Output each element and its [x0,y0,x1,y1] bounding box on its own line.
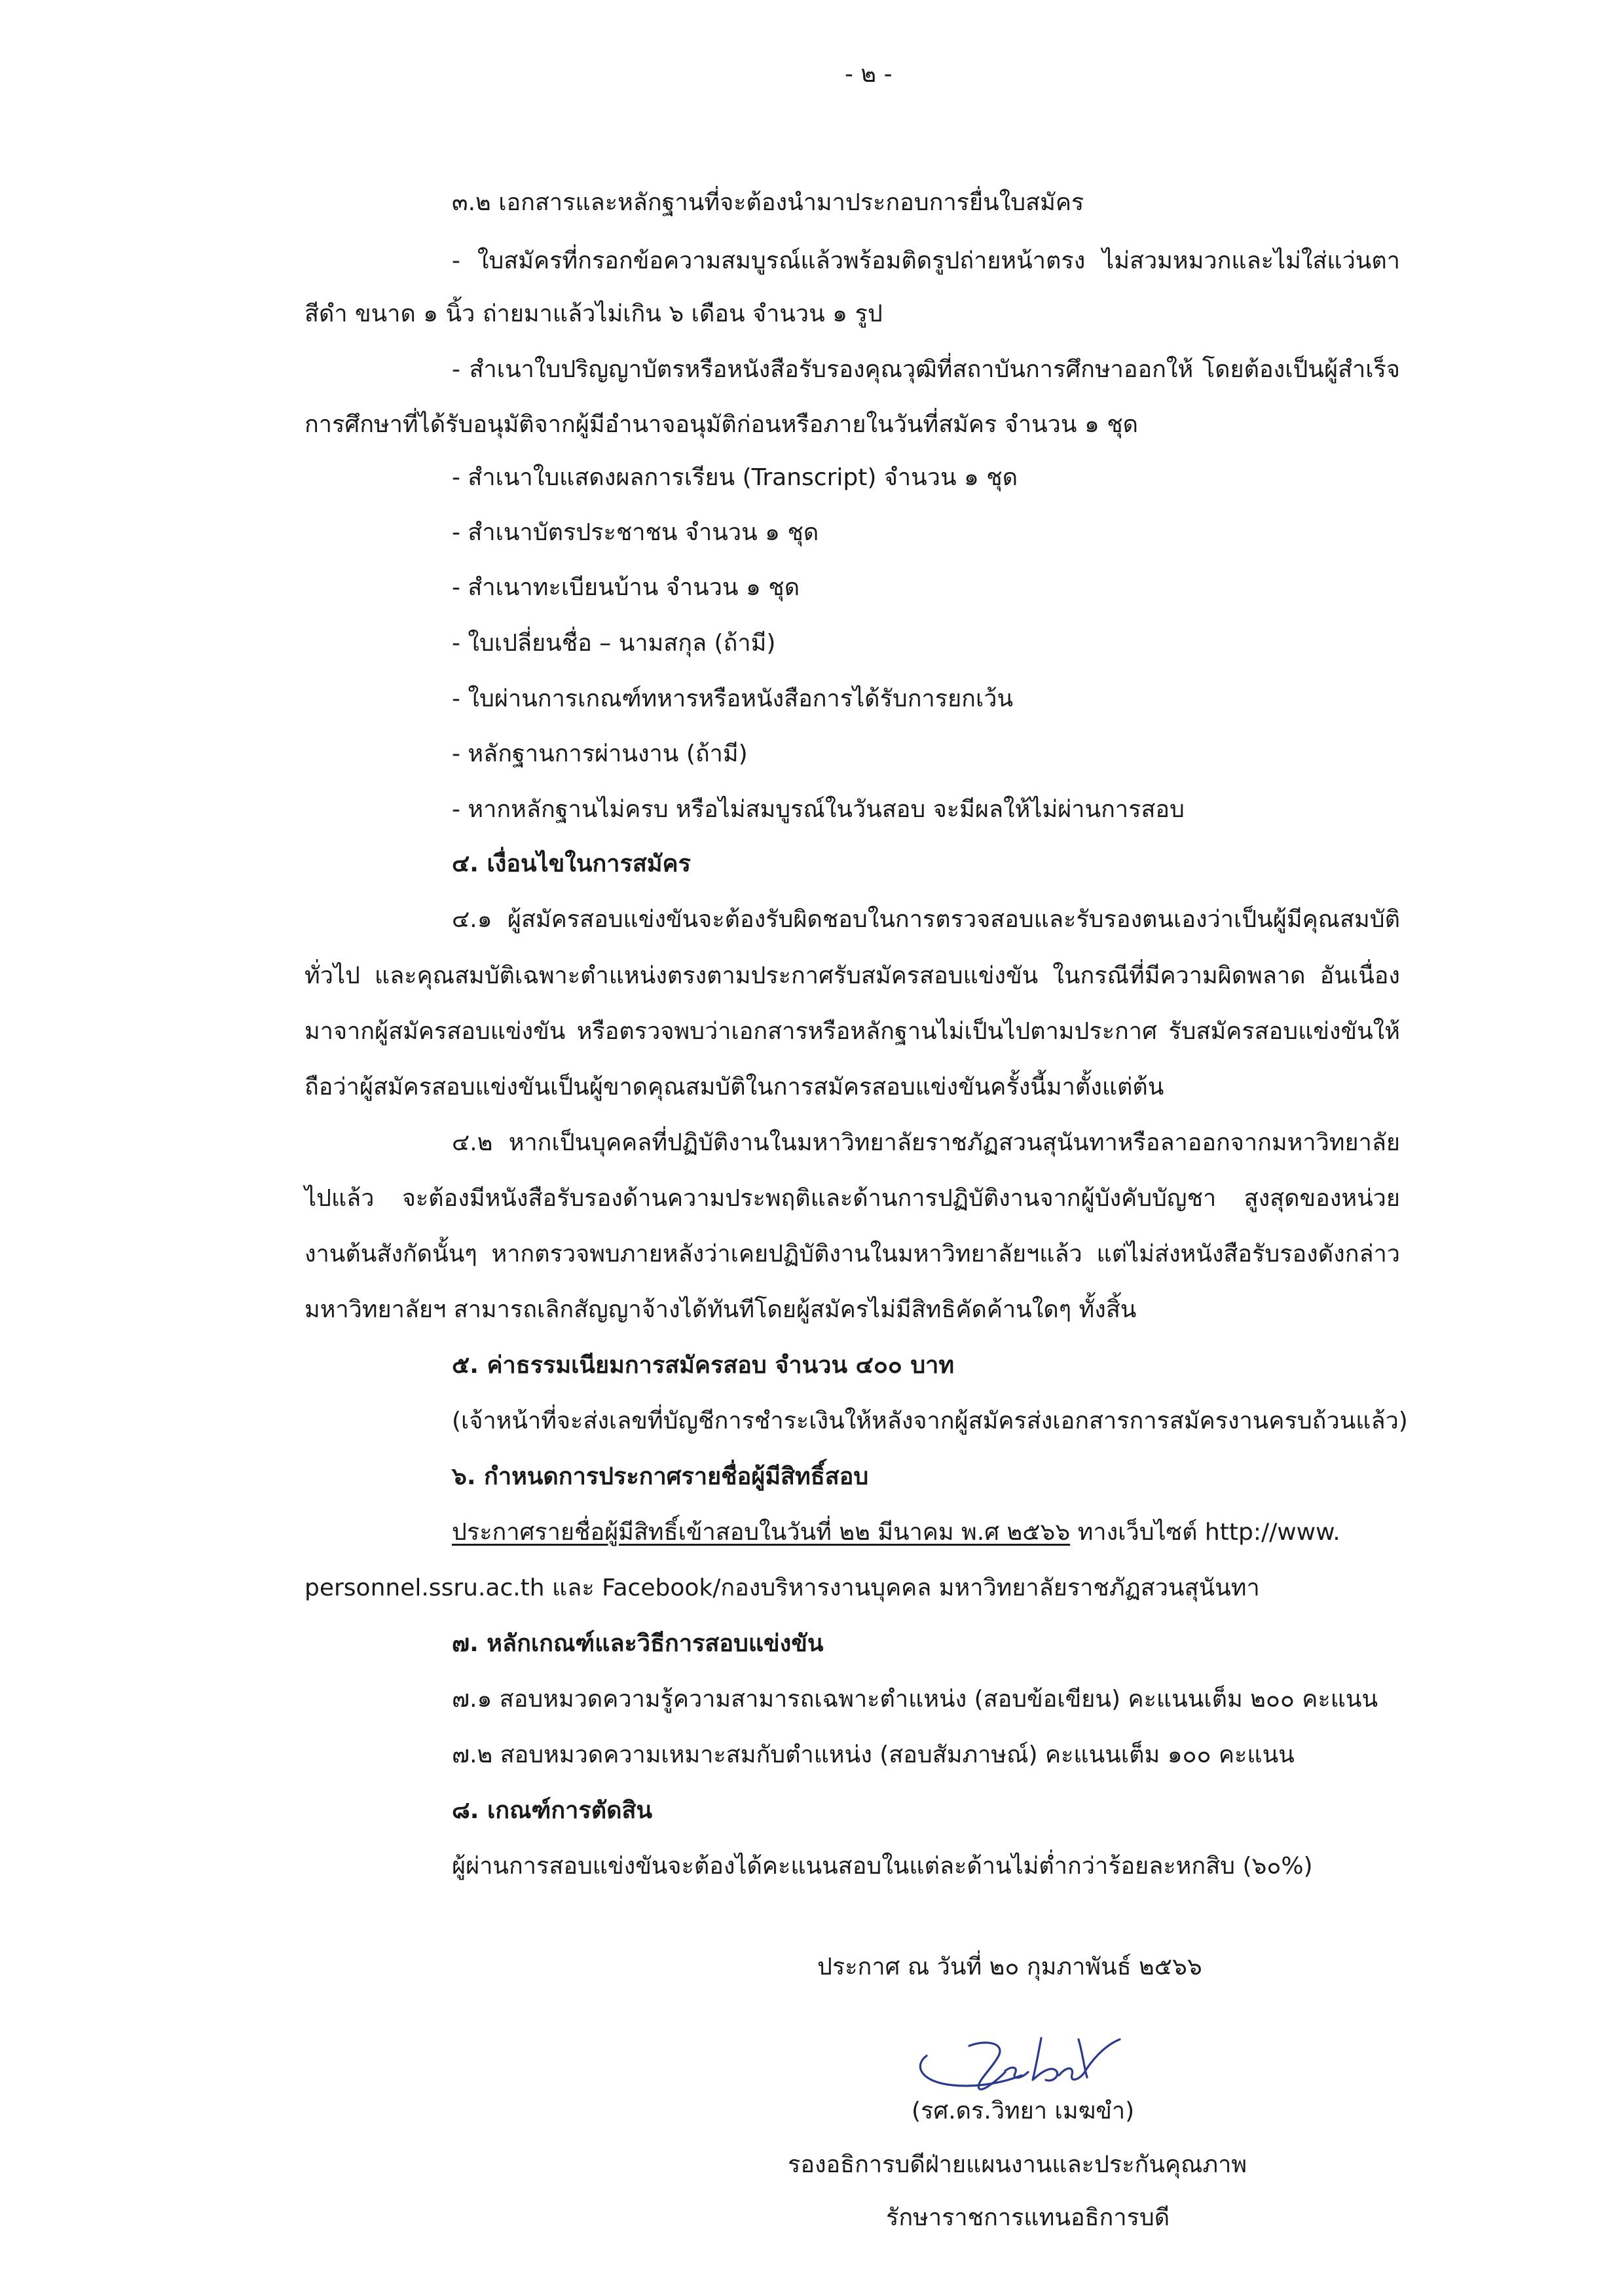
section-8-text: ผู้ผ่านการสอบแข่งขันจะต้องได้คะแนนสอบในแต่ละด้านไม่ต่ำกว่าร้อยละหกสิบ (๖๐%) [452,1853,1313,1880]
section-3-2-heading: ๓.๒ เอกสารและหลักฐานที่จะต้องนำมาประกอบการยื่นใบสมัคร [452,189,1084,216]
doc-item-photo-cont: สีดำ ขนาด ๑ นิ้ว ถ่ายมาแล้วไม่เกิน ๖ เดือน จำนวน ๑ รูป [304,301,883,327]
section-4-1-line1: ๔.๑ ผู้สมัครสอบแข่งขันจะต้องรับผิดชอบในการตรวจสอบและรับรองตนเองว่าเป็นผู้มีคุณสมบัติ [452,906,1400,933]
section-4-1-line3: มาจากผู้สมัครสอบแข่งขัน หรือตรวจพบว่าเอกสารหรือหลักฐานไม่เป็นไปตามประกาศ รับสมัครสอบแข่งขันให้ [304,1018,1400,1045]
section-7-1: ๗.๑ สอบหมวดความรู้ความสามารถเฉพาะตำแหน่ง (สอบข้อเขียน) คะแนนเต็ม ๒๐๐ คะแนน [452,1686,1378,1713]
doc-item-degree: - สำเนาใบปริญญาบัตรหรือหนังสือรับรองคุณวุฒิที่สถาบันการศึกษาออกให้ โดยต้องเป็นผู้สำเร็จ [452,356,1400,383]
doc-item-work-evidence: - หลักฐานการผ่านงาน (ถ้ามี) [452,740,748,767]
section-5-note: (เจ้าหน้าที่จะส่งเลขที่บัญชีการชำระเงินให้หลังจากผู้สมัครส่งเอกสารการสมัครงานครบถ้วนแล้ว) [452,1408,1408,1434]
section-4-heading: ๔. เงื่อนไขในการสมัคร [452,850,691,877]
section-4-1-line2: ทั่วไป และคุณสมบัติเฉพาะตำแหน่งตรงตามประกาศรับสมัครสอบแข่งขัน ในกรณีที่มีความผิดพลาด อันเนื่อง [304,962,1400,989]
section-6-line2: personnel.ssru.ac.th และ Facebook/กองบริหารงานบุคคล มหาวิทยาลัยราชภัฏสวนสุนันทา [304,1575,1260,1601]
signature-graphic [907,2020,1130,2105]
signature [907,2020,1130,2105]
section-6-heading: ๖. กำหนดการประกาศรายชื่อผู้มีสิทธิ์สอบ [452,1463,869,1490]
signatory-title: รองอธิการบดีฝ่ายแผนงานและประกันคุณภาพ [788,2151,1247,2178]
doc-item-name-change: - ใบเปลี่ยนชื่อ – นามสกุล (ถ้ามี) [452,630,776,657]
doc-item-incomplete-note: - หากหลักฐานไม่ครบ หรือไม่สมบูรณ์ในวันสอบ จะมีผลให้ไม่ผ่านการสอบ [452,796,1185,823]
section-4-1-line4: ถือว่าผู้สมัครสอบแข่งขันเป็นผู้ขาดคุณสมบัติในการสมัครสอบแข่งขันครั้งนี้มาตั้งแต่ต้น [304,1074,1164,1101]
signatory-acting: รักษาราชการแทนอธิการบดี [886,2204,1170,2231]
section-4-2-line3: งานต้นสังกัดนั้นๆ หากตรวจพบภายหลังว่าเคยปฏิบัติงานในมหาวิทยาลัยฯแล้ว แต่ไม่ส่งหนังสือรับรองดังกล่าว [304,1241,1400,1267]
doc-item-degree-cont: การศึกษาที่ได้รับอนุมัติจากผู้มีอำนาจอนุมัติก่อนหรือภายในวันที่สมัคร จำนวน ๑ ชุด [304,411,1139,438]
section-7-2: ๗.๒ สอบหมวดความเหมาะสมกับตำแหน่ง (สอบสัมภาษณ์) คะแนนเต็ม ๑๐๐ คะแนน [452,1741,1295,1768]
section-7-heading: ๗. หลักเกณฑ์และวิธีการสอบแข่งขัน [452,1630,824,1657]
announcement-date-underlined: ประกาศรายชื่อผู้มีสิทธิ์เข้าสอบในวันที่ ๒๒ มีนาคม พ.ศ ๒๕๖๖ [452,1519,1071,1546]
doc-item-house-registration: - สำเนาทะเบียนบ้าน จำนวน ๑ ชุด [452,574,800,601]
page-number: - ๒ - [845,61,893,88]
section-4-2-line2: ไปแล้ว จะต้องมีหนังสือรับรองด้านความประพฤติและด้านการปฏิบัติงานจากผู้บังคับบัญชา สูงสุดของหน่วย [304,1185,1400,1212]
signatory-name: (รศ.ดร.วิทยา เมฆขำ) [912,2098,1135,2124]
doc-item-transcript: - สำเนาใบแสดงผลการเรียน (Transcript) จำนวน ๑ ชุด [452,464,1018,491]
doc-item-id-card: - สำเนาบัตรประชาชน จำนวน ๑ ชุด [452,519,819,546]
section-4-2-line1: ๔.๒ หากเป็นบุคคลที่ปฏิบัติงานในมหาวิทยาลัยราชภัฏสวนสุนันทาหรือลาออกจากมหาวิทยาลัย [452,1129,1400,1156]
doc-item-photo: - ใบสมัครที่กรอกข้อความสมบูรณ์แล้วพร้อมติดรูปถ่ายหน้าตรง ไม่สวมหมวกและไม่ใส่แว่นตา [452,247,1400,274]
section-8-heading: ๘. เกณฑ์การตัดสิน [452,1797,653,1824]
website-prefix: ทางเว็บไซต์ http://www. [1070,1519,1340,1546]
section-4-2-line4: มหาวิทยาลัยฯ สามารถเลิกสัญญาจ้างได้ทันทีโดยผู้สมัครไม่มีสิทธิคัดค้านใดๆ ทั้งสิ้น [304,1296,1137,1323]
section-6-line1 [452,1518,1340,1547]
announcement-date: ประกาศ ณ วันที่ ๒๐ กุมภาพันธ์ ๒๕๖๖ [817,1954,1202,1980]
section-5-heading: ๕. ค่าธรรมเนียมการสมัครสอบ จำนวน ๔๐๐ บาท [452,1352,955,1379]
doc-item-military: - ใบผ่านการเกณฑ์ทหารหรือหนังสือการได้รับการยกเว้น [452,685,1014,712]
